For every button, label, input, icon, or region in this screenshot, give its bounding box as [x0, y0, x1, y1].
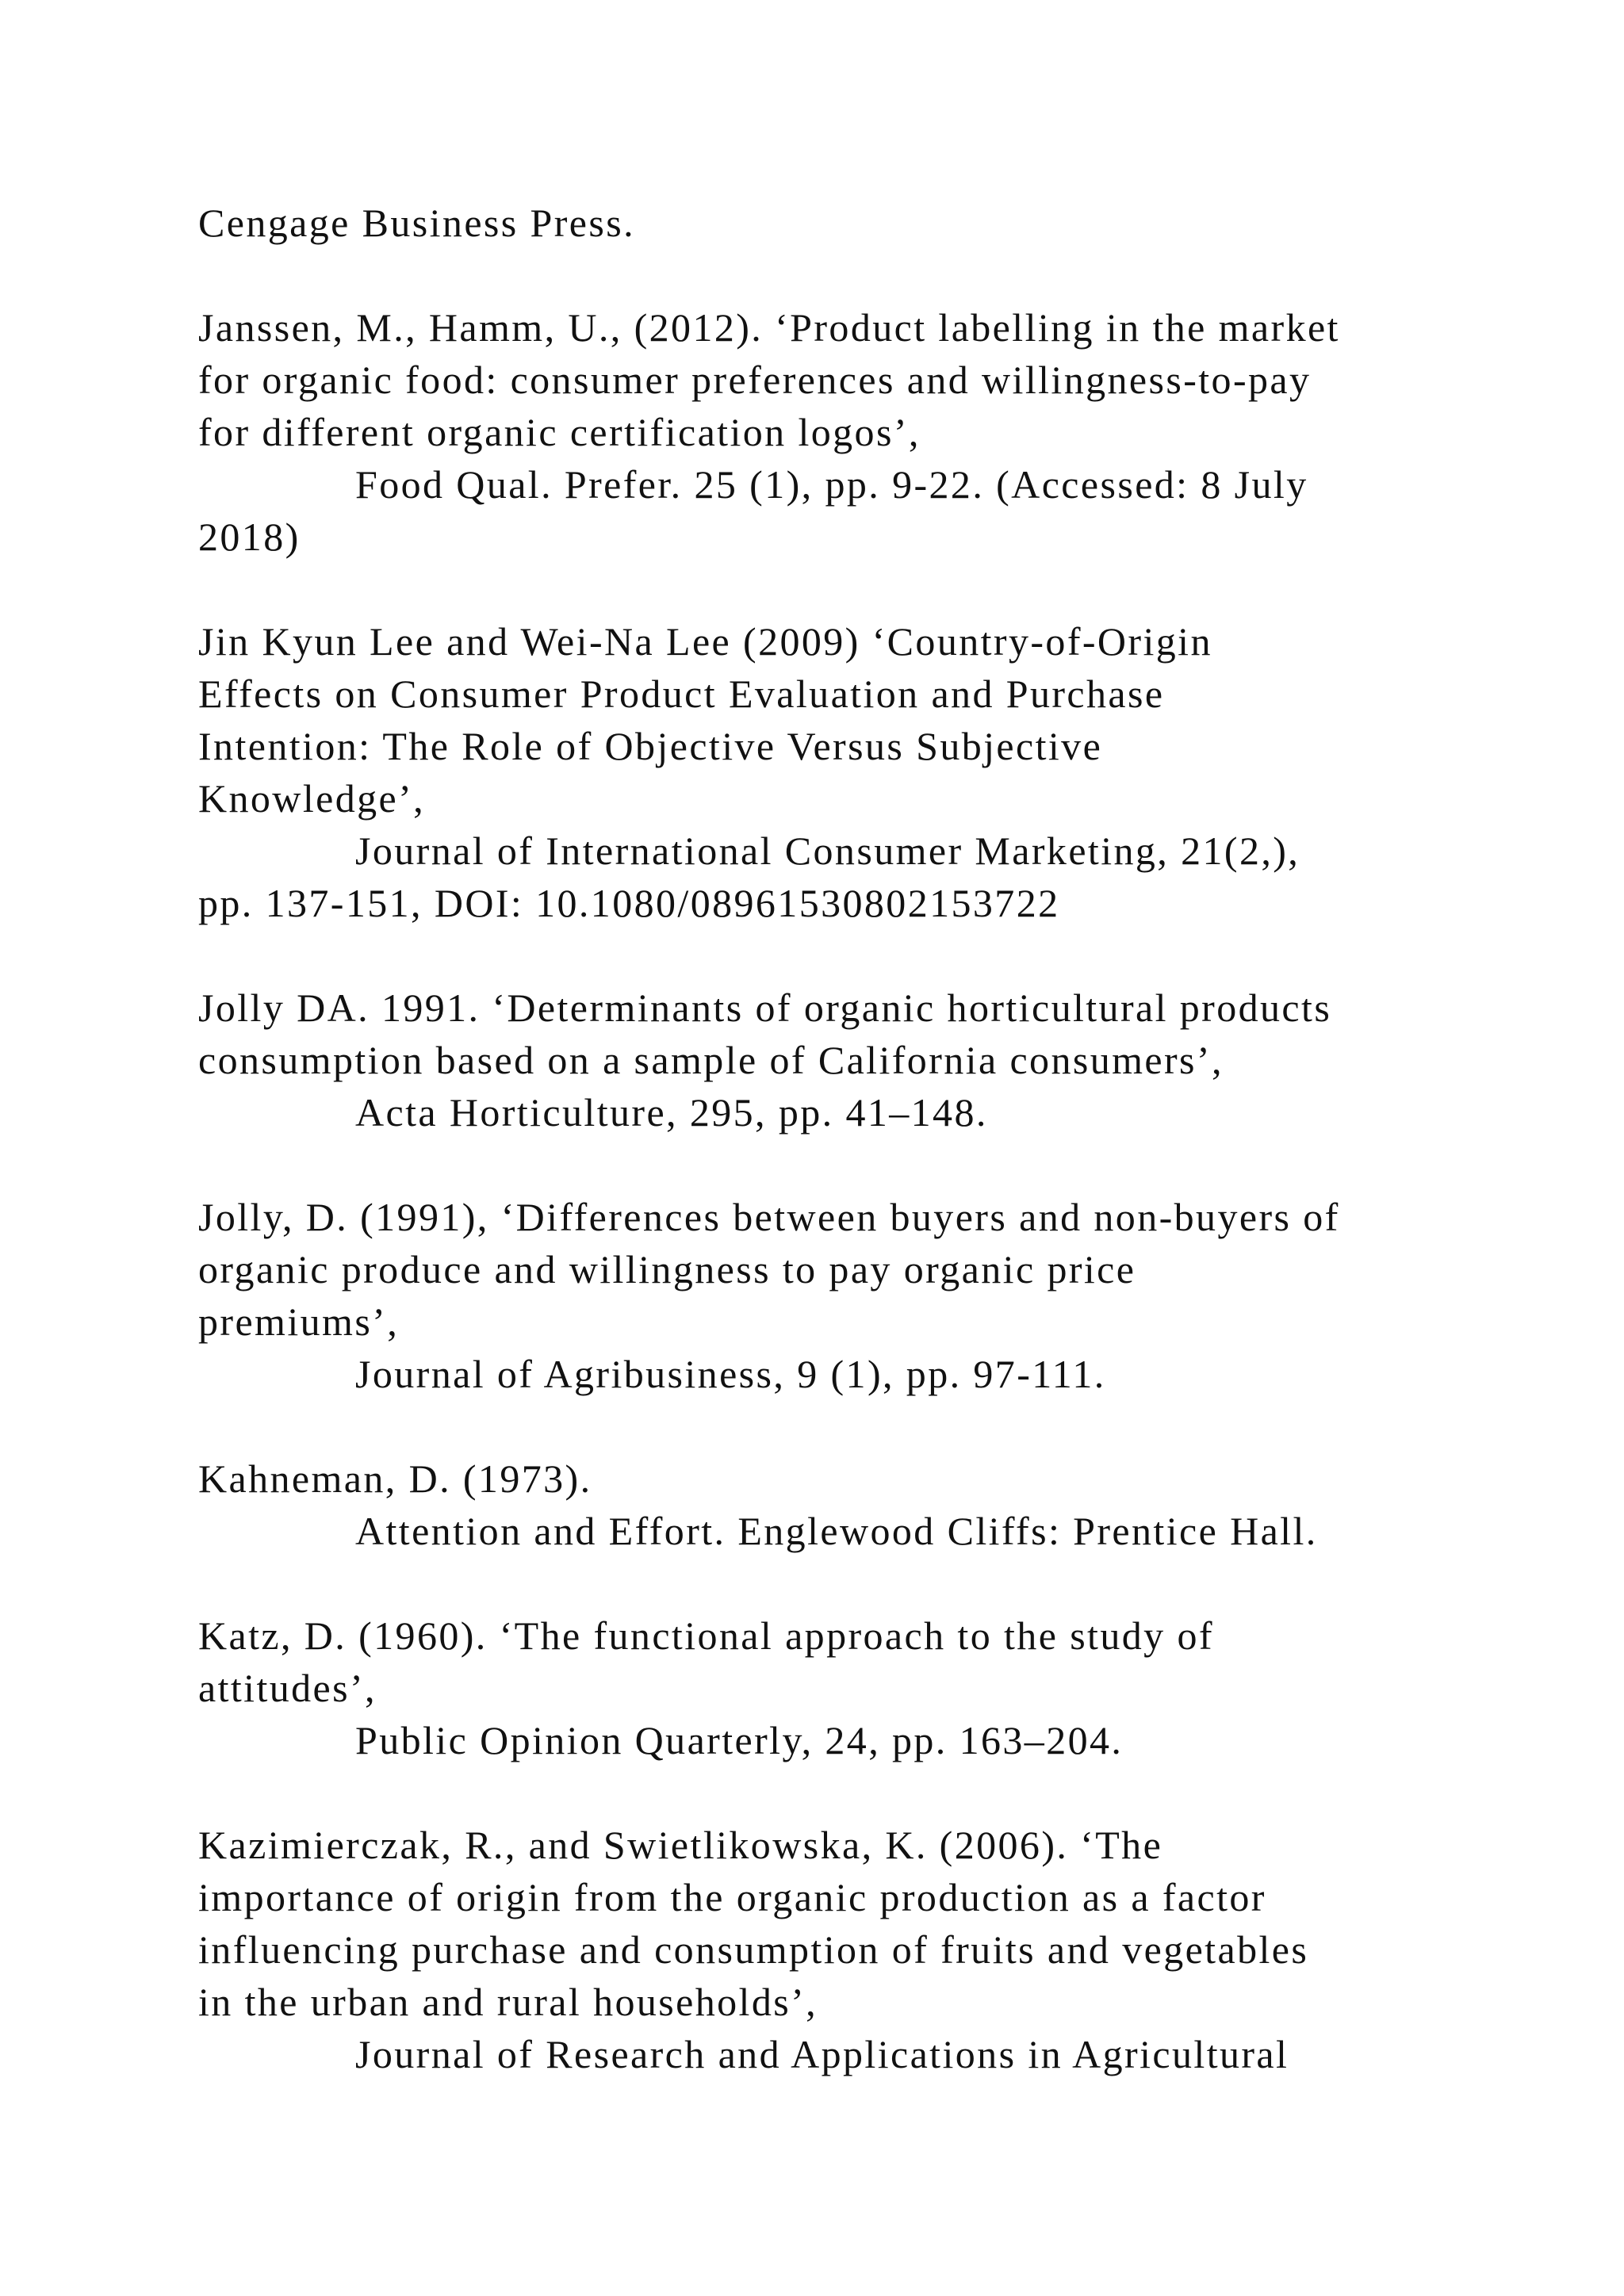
- reference-source-continuation: pp. 137-151, DOI: 10.1080/08961530802153722: [198, 881, 1060, 925]
- reference-line: influencing purchase and consumption of fruits and vegetables: [198, 1927, 1309, 1972]
- reference-line: Kazimierczak, R., and Swietlikowska, K. (2006). ‘The: [198, 1823, 1163, 1867]
- entry-gap: [198, 563, 1546, 615]
- reference-line: importance of origin from the organic production as a factor: [198, 1875, 1266, 1919]
- entry-gap: [198, 1557, 1546, 1609]
- entry-gap: [198, 249, 1546, 301]
- reference-entry: [198, 615, 1546, 929]
- reference-source-continuation: 2018): [198, 515, 301, 559]
- reference-source: Journal of Research and Applications in Agricultural: [355, 2032, 1289, 2076]
- reference-line: Intention: The Role of Objective Versus Subjective: [198, 724, 1103, 768]
- entry-gap: [198, 1138, 1546, 1191]
- reference-line: organic produce and willingness to pay organic price: [198, 1247, 1136, 1292]
- reference-line: premiums’,: [198, 1299, 400, 1344]
- reference-entry: [198, 301, 1546, 563]
- reference-line: Effects on Consumer Product Evaluation and Purchase: [198, 672, 1165, 716]
- reference-entry: [198, 197, 1546, 249]
- reference-source: Acta Horticulture, 295, pp. 41–148.: [355, 1090, 988, 1135]
- reference-entry: [198, 1191, 1546, 1400]
- reference-source: Attention and Effort. Englewood Cliffs: Prentice Hall.: [355, 1509, 1318, 1553]
- reference-entry: [198, 1609, 1546, 1766]
- reference-line: Janssen, M., Hamm, U., (2012). ‘Product labelling in the market: [198, 305, 1340, 350]
- reference-line: Jin Kyun Lee and Wei-Na Lee (2009) ‘Country-of-Origin: [198, 619, 1212, 664]
- reference-source: Public Opinion Quarterly, 24, pp. 163–204.: [355, 1718, 1124, 1762]
- reference-line: Jolly, D. (1991), ‘Differences between buyers and non-buyers of: [198, 1195, 1340, 1239]
- reference-line: Kahneman, D. (1973).: [198, 1456, 592, 1501]
- reference-line: in the urban and rural households’,: [198, 1980, 818, 2024]
- reference-source: Food Qual. Prefer. 25 (1), pp. 9-22. (Accessed: 8 July: [355, 462, 1308, 507]
- reference-line: attitudes’,: [198, 1666, 377, 1710]
- reference-line: for organic food: consumer preferences and willingness-to-pay: [198, 358, 1312, 402]
- reference-source: Journal of Agribusiness, 9 (1), pp. 97-111.: [355, 1352, 1106, 1396]
- reference-entry: [198, 982, 1546, 1138]
- reference-line: Cengage Business Press.: [198, 201, 636, 245]
- reference-entry: [198, 1452, 1546, 1557]
- reference-line: consumption based on a sample of California consumers’,: [198, 1038, 1224, 1082]
- reference-list: [198, 197, 1546, 2080]
- entry-gap: [198, 1766, 1546, 1819]
- entry-gap: [198, 929, 1546, 982]
- reference-line: for different organic certification logos’,: [198, 410, 921, 454]
- reference-line: Katz, D. (1960). ‘The functional approach to the study of: [198, 1613, 1214, 1658]
- entry-gap: [198, 1400, 1546, 1452]
- reference-entry: [198, 1819, 1546, 2080]
- reference-line: Knowledge’,: [198, 776, 426, 821]
- reference-line: Jolly DA. 1991. ‘Determinants of organic horticultural products: [198, 985, 1332, 1030]
- reference-source: Journal of International Consumer Marketing, 21(2,),: [355, 828, 1300, 873]
